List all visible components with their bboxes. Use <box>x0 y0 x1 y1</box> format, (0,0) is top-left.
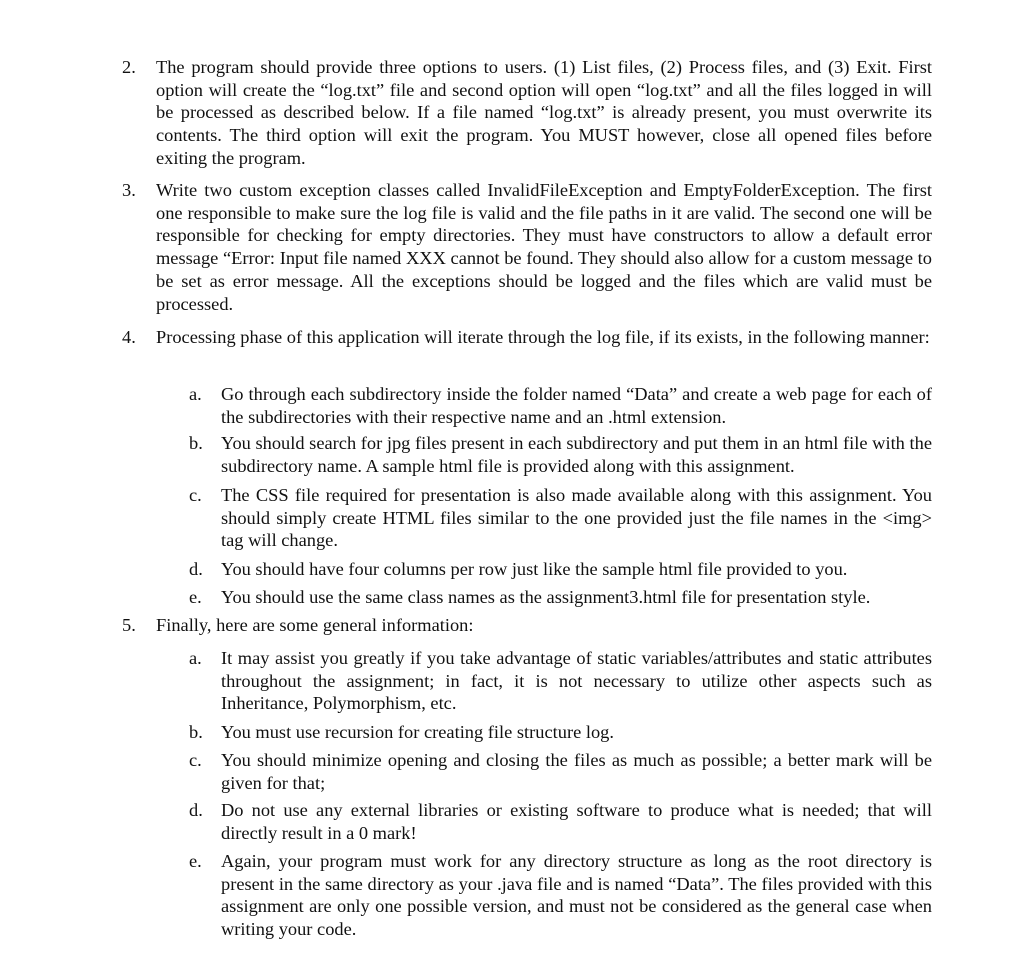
list-item-2 <box>122 56 932 170</box>
sub-item-text: Go through each subdirectory inside the folder named “Data” and create a web page for each of the subdirectories with their respective name and an .html extension. <box>221 384 932 427</box>
sub-item-text: It may assist you greatly if you take advantage of static variables/attributes and static attributes throughout the assignment; in fact, it is not necessary to utilize other aspects such as Inheritance, Polymorphism, etc. <box>221 648 932 714</box>
list-item-number: 3. <box>122 180 136 200</box>
list-item-4 <box>122 326 932 349</box>
sub-item-letter: e. <box>189 851 202 871</box>
sub-item-letter: d. <box>189 559 203 579</box>
sub-item-4a <box>189 383 932 428</box>
sub-item-text: You should minimize opening and closing the files as much as possible; a better mark will be given for that; <box>221 750 932 793</box>
sub-item-5a <box>189 647 932 715</box>
sub-item-text: You must use recursion for creating file structure log. <box>221 722 614 742</box>
list-item-text: Write two custom exception classes called InvalidFileException and EmptyFolderException. The first one responsible to make sure the log file is valid and the file paths in it are valid. The second one will be responsible for checking for empty directories. They must have constructors to allow a default error message “Error: Input file named XXX cannot be found. They should also allow for a custom message to be set as error message. All the exceptions should be logged and the files which are valid must be processed. <box>156 180 932 314</box>
list-item-number: 4. <box>122 327 136 347</box>
list-item-number: 5. <box>122 615 136 635</box>
list-item-text: The program should provide three options to users. (1) List files, (2) Process files, and (3) Exit. First option will create the “log.txt” file and second option will open “log.txt” and all the files logged in will be processed as described below. If a file named “log.txt” is already present, you must overwrite its contents. The third option will exit the program. You MUST however, close all opened files before exiting the program. <box>156 57 932 168</box>
sub-item-4e <box>189 586 932 609</box>
sub-item-text: Again, your program must work for any directory structure as long as the root directory is present in the same directory as your .java file and is named “Data”. The files provided with this assignment are only one possible version, and must not be considered as the general case when writing your code. <box>221 851 932 940</box>
sub-item-letter: c. <box>189 485 202 505</box>
sub-item-5c <box>189 749 932 794</box>
sub-item-text: Do not use any external libraries or existing software to produce what is needed; that will directly result in a 0 mark! <box>221 800 932 843</box>
sub-item-letter: b. <box>189 722 203 742</box>
sub-item-letter: a. <box>189 648 202 668</box>
sub-item-4b <box>189 432 932 477</box>
sub-item-text: You should have four columns per row just like the sample html file provided to you. <box>221 559 848 579</box>
sub-item-text: You should search for jpg files present in each subdirectory and put them in an html file with the subdirectory name. A sample html file is provided along with this assignment. <box>221 433 932 476</box>
list-item-3 <box>122 179 932 315</box>
sub-item-5d <box>189 799 932 844</box>
sub-item-4c <box>189 484 932 552</box>
sub-item-letter: c. <box>189 750 202 770</box>
sub-item-letter: e. <box>189 587 202 607</box>
list-item-text: Processing phase of this application will iterate through the log file, if its exists, in the following manner: <box>156 327 930 347</box>
sub-item-5b <box>189 721 932 744</box>
list-item-number: 2. <box>122 57 136 77</box>
sub-item-letter: d. <box>189 800 203 820</box>
sub-item-text: The CSS file required for presentation is also made available along with this assignment. You should simply create HTML files similar to the one provided just the file names in the <img> tag will change. <box>221 485 932 551</box>
sub-item-4d <box>189 558 932 581</box>
list-item-text: Finally, here are some general information: <box>156 615 474 635</box>
sub-item-5e <box>189 850 932 941</box>
list-item-5 <box>122 614 932 637</box>
sub-item-letter: a. <box>189 384 202 404</box>
sub-item-letter: b. <box>189 433 203 453</box>
sub-item-text: You should use the same class names as the assignment3.html file for presentation style. <box>221 587 871 607</box>
